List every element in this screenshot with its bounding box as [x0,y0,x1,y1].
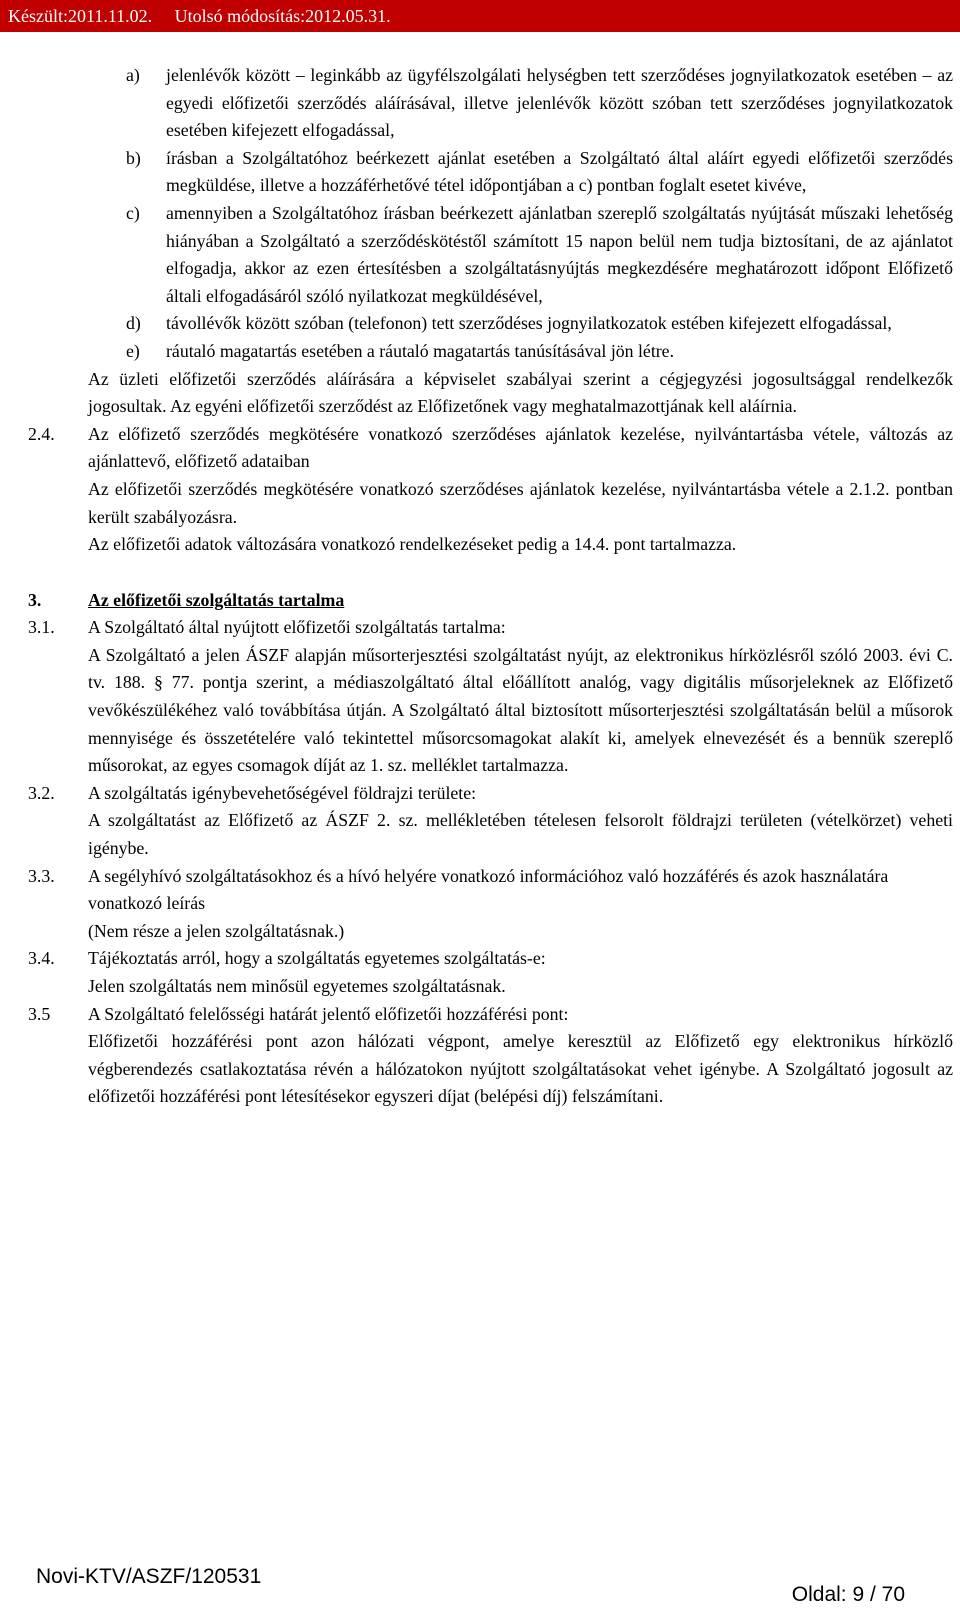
section-3-3 [28,863,953,946]
list-item-label: a) [126,65,140,85]
section-title: A Szolgáltató által nyújtott előfizetői szolgáltatás tartalma: [88,617,506,638]
section-paragraph: Előfizetői hozzáférési pont azon hálózati végpont, amelye keresztül az Előfizető egy elektronikus hírközlő végberendezés csatlakoztatása révén a hálózatokon nyújtott szolgáltatásokat vehet igénybe. A Szolgáltató jogosult az előfizetői hozzáférési pont létesítésekor egyszeri díjat (belépési díj) felszámítani. [88,1031,953,1107]
section-3-5 [28,1001,953,1111]
list-item-label: b) [126,147,141,168]
section-number: 2.4. [28,423,55,444]
section-title: A szolgáltatás igénybevehetőségével földrajzi területe: [88,782,477,803]
spacer [88,559,953,587]
list-item [126,62,953,145]
section-title: Az előfizető szerződés megkötésére vonatkozó szerződéses ajánlatok kezelése, nyilvántartásba vétele, változás az ajánlattevő, előfizető adataiban [88,423,953,472]
section-number: 3.5 [28,1003,51,1024]
list-item-label: e) [126,340,140,361]
section-title: Az előfizetői szolgáltatás tartalma [88,589,345,610]
section-2-4 [28,421,953,559]
section-paragraph: Jelen szolgáltatás nem minősül egyetemes szolgáltatásnak. [88,976,506,996]
section-title: A segélyhívó szolgáltatásokhoz és a hívó helyére vonatkozó információhoz való hozzáférés és azok használatára vonatkozó leírás [88,865,889,914]
acceptance-list [126,62,953,366]
section-paragraph: (Nem része a jelen szolgáltatásnak.) [88,920,345,941]
list-item-label: d) [126,313,141,334]
list-item-text: jelenlévők között – leginkább az ügyfélszolgálati helységben tett szerződéses jognyilatkozatok esetében – az egyedi előfizetői szerződés aláírásával, illetve jelenlévők között szóban tett szerződéses jognyilatkozatok esetében kifejezett elfogadással, [166,65,953,141]
section-title: A Szolgáltató felelősségi határát jelentő előfizetői hozzáférési pont: [88,1003,569,1024]
section-number: 3.2. [28,782,55,803]
section-title: Tájékoztatás arról, hogy a szolgáltatás egyetemes szolgáltatás-e: [88,948,546,969]
list-item [126,338,953,366]
section-3-heading [28,587,953,615]
section-3-2 [28,780,953,863]
modified-date: Utolsó módosítás:2012.05.31. [174,6,391,26]
list-item [126,145,953,200]
list-item-text: amennyiben a Szolgáltatóhoz írásban beérkezett ajánlatban szereplő szolgáltatás nyújtását műszaki lehetőség hiányában a Szolgáltató a szerződéskötéstől számított 15 napon belül nem tudja biztosítani, de az ajánlatot elfogadja, akkor az ezen értesítésben a szolgáltatásnyújtás megkezdésére meghatározott időpont Előfizető általi elfogadásáról szóló nyilatkozat megküldésével, [166,202,953,306]
list-item-text: ráutaló magatartás esetében a ráutaló magatartás tanúsításával jön létre. [166,340,675,361]
signing-paragraph: Az üzleti előfizetői szerződés aláírására a képviselet szabályai szerint a cégjegyzési jogosultsággal rendelkezők jogosultak. Az egyéni előfizetői szerződést az Előfizetőnek vagy meghatalmazottjának kell aláírnia. [88,368,953,417]
page-number: Oldal: 9 / 70 [791,1583,905,1606]
section-number: 3.3. [28,865,55,886]
list-item-label: c) [126,202,140,223]
list-item-text: távollévők között szóban (telefonon) tett szerződéses jognyilatkozatok estében kifejezett elfogadással, [166,313,892,334]
created-date: Készült:2011.11.02. [8,6,153,26]
section-paragraph: A Szolgáltató a jelen ÁSZF alapján műsorterjesztési szolgáltatást nyújt, az elektronikus hírközlésről szóló 2003. évi C. tv. 188. § 77. pontja szerint, a médiaszolgáltató által előállított analóg, vagy digitális műsorjeleknek az Előfizető vevőkészülékéhez való továbbítása útján. A Szolgáltató által biztosított műsorterjesztési szolgáltatásán belül a műsorok mennyisége és összetételére való tekintettel műsorcsomagokat alakít ki, amelyek elnevezését és a bennük szereplő műsorokat, az egyes csomagok díját az 1. sz. melléklet tartalmazza. [88,644,953,776]
section-paragraph: A szolgáltatást az Előfizető az ÁSZF 2. sz. mellékletében tételesen felsorolt földrajzi területen (vételkörzet) veheti igénybe. [88,810,953,859]
section-paragraph: Az előfizetői szerződés megkötésére vonatkozó szerződéses ajánlatok kezelése, nyilvántartásba vétele a 2.1.2. pontban került szabályozásra. [88,478,953,527]
document-header [0,0,960,32]
document-body [28,62,953,1111]
section-number: 3.1. [28,617,55,638]
section-number: 3. [28,589,42,610]
section-number: 3.4. [28,948,55,969]
document-id: Novi-KTV/ASZF/120531 [36,1565,262,1588]
list-item [126,310,953,338]
list-item [126,200,953,310]
list-item-text: írásban a Szolgáltatóhoz beérkezett ajánlat esetében a Szolgáltató által aláírt egyedi előfizetői szerződés megküldése, illetve a hozzáférhetővé tétel időpontjában a c) pontban foglalt esetet kivéve, [166,147,953,196]
section-paragraph: Az előfizetői adatok változására vonatkozó rendelkezéseket pedig a 14.4. pont tartalmazza. [88,534,737,555]
section-3-1 [28,614,953,780]
section-3-4 [28,945,953,1000]
